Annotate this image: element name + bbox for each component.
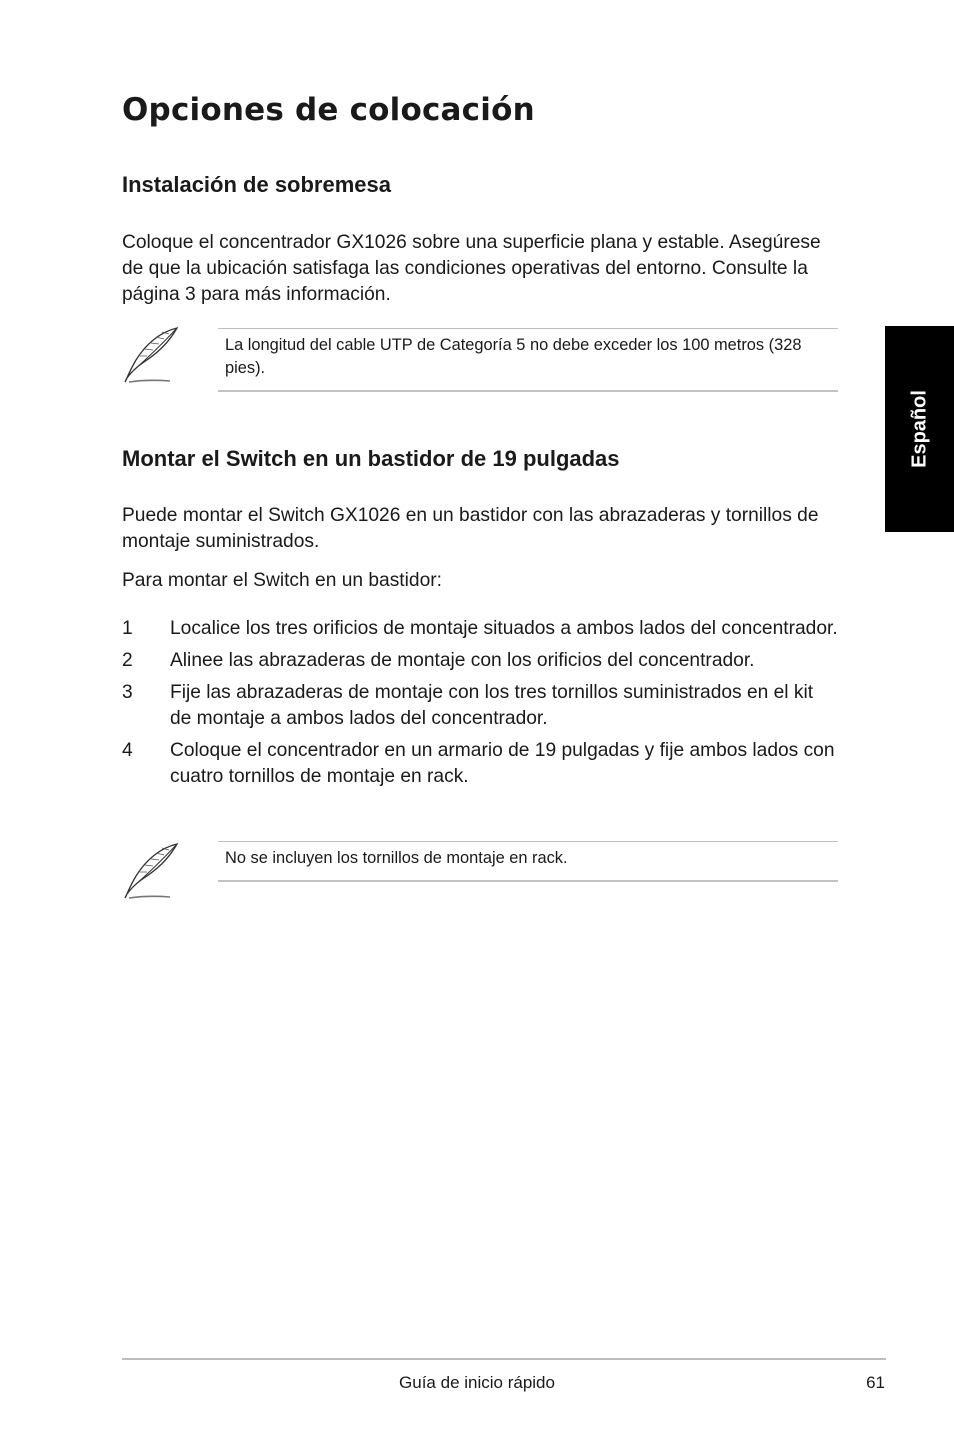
page-title: Opciones de colocación [122,92,535,128]
feather-pen-icon [122,326,182,386]
footer-guide-title: Guía de inicio rápido [399,1373,555,1392]
rack-intro-paragraph: Puede montar el Switch GX1026 en un bastidor con las abrazaderas y tornillos de montaje suministrados. [122,505,819,552]
footer-rule [122,1358,886,1360]
feather-pen-icon [122,842,182,902]
note-text-screws: No se incluyen los tornillos de montaje en rack. [225,849,568,867]
step-number: 2 [122,650,133,671]
step-text: Localice los tres orificios de montaje situados a ambos lados del concentrador. [170,618,838,639]
desktop-install-paragraph: Coloque el concentrador GX1026 sobre una superficie plana y estable. Asegúrese de que la ubicación satisfaga las condiciones operativas del entorno. Consulte la página 3 para más información. [122,232,821,305]
step-text: Coloque el concentrador en un armario de 19 pulgadas y fije ambos lados con cuatro tornillos de montaje en rack. [170,740,835,787]
page-number: 61 [866,1373,885,1392]
list-item [122,680,838,732]
section-heading-desktop: Instalación de sobremesa [122,172,391,197]
section-heading-rack: Montar el Switch en un bastidor de 19 pulgadas [122,446,620,471]
note-bottom-rule [218,390,838,392]
list-item [122,738,838,790]
rack-lead-paragraph: Para montar el Switch en un bastidor: [122,570,442,591]
note-top-rule [218,328,838,329]
note-bottom-rule [218,880,838,882]
note-top-rule [218,841,838,842]
note-text-cable: La longitud del cable UTP de Categoría 5 no debe exceder los 100 metros (328 pies). [225,336,802,377]
step-text: Alinee las abrazaderas de montaje con los orificios del concentrador. [170,650,755,671]
language-side-tab [885,326,954,532]
mounting-steps-list [122,616,838,796]
list-item [122,616,838,642]
step-number: 4 [122,740,133,761]
step-text: Fije las abrazaderas de montaje con los tres tornillos suministrados en el kit de montaje a ambos lados del concentrador. [170,682,814,729]
language-label: Español [908,390,930,468]
step-number: 3 [122,682,133,703]
step-number: 1 [122,618,133,639]
list-item [122,648,838,674]
